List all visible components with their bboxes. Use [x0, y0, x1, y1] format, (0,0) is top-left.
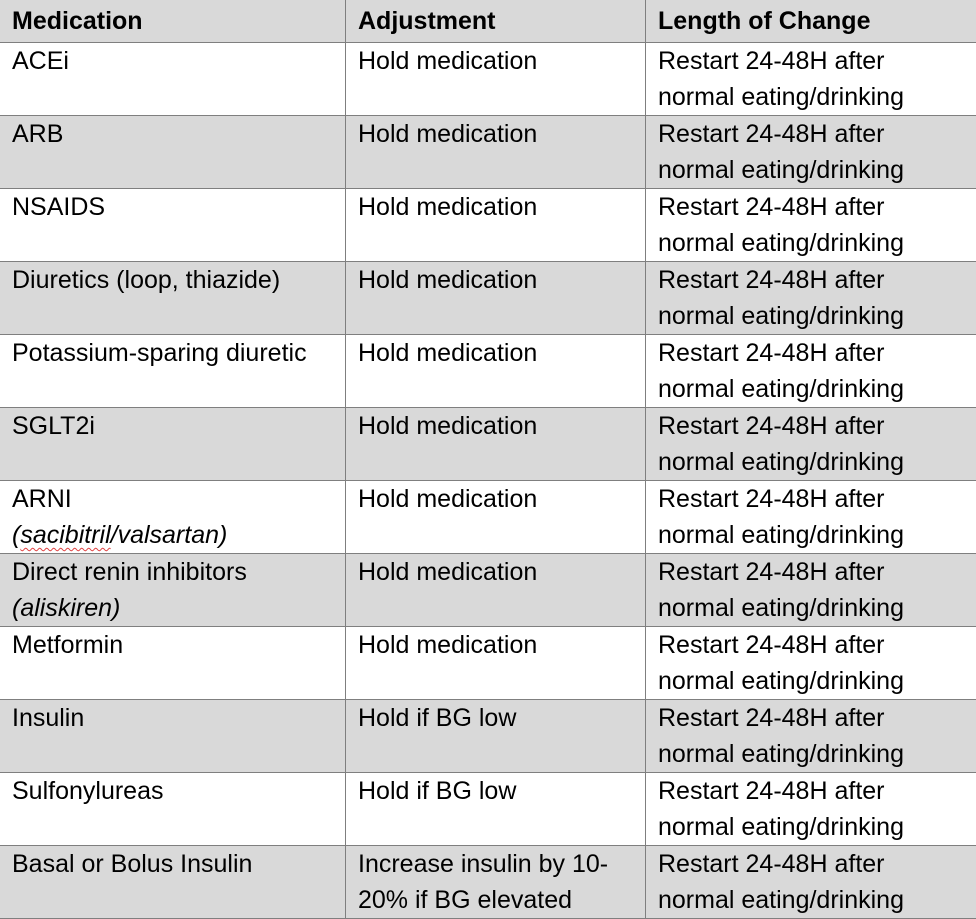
adjustment-cell: [346, 43, 646, 116]
table-row: [0, 700, 976, 773]
adjustment-cell: [346, 481, 646, 554]
adjustment-cell: [346, 262, 646, 335]
table-row: [0, 408, 976, 481]
table-row: [0, 262, 976, 335]
length-of-change-cell: [646, 773, 976, 846]
length-of-change-text: Restart 24-48H after: [658, 773, 976, 809]
medication-name: Sulfonylureas: [12, 773, 345, 809]
length-of-change-text: normal eating/drinking: [658, 663, 976, 699]
adjustment-cell: [346, 189, 646, 262]
adjustment-text: Hold medication: [358, 554, 645, 590]
length-of-change-cell: [646, 554, 976, 627]
length-of-change-cell: [646, 116, 976, 189]
length-of-change-cell: [646, 189, 976, 262]
adjustment-text: 20% if BG elevated: [358, 882, 645, 918]
adjustment-text: Hold medication: [358, 335, 645, 371]
adjustment-cell: [346, 700, 646, 773]
length-of-change-cell: [646, 335, 976, 408]
table-row: [0, 481, 976, 554]
length-of-change-text: Restart 24-48H after: [658, 262, 976, 298]
adjustment-text: Hold medication: [358, 481, 645, 517]
length-of-change-cell: [646, 262, 976, 335]
length-of-change-text: Restart 24-48H after: [658, 189, 976, 225]
medication-cell: [0, 773, 346, 846]
table-row: [0, 116, 976, 189]
medication-cell: [0, 627, 346, 700]
medication-name: Metformin: [12, 627, 345, 663]
adjustment-cell: [346, 408, 646, 481]
medication-name: ARNI: [12, 481, 345, 517]
adjustment-cell: [346, 116, 646, 189]
adjustment-text: Hold medication: [358, 408, 645, 444]
length-of-change-text: Restart 24-48H after: [658, 481, 976, 517]
medication-cell: [0, 189, 346, 262]
medication-cell: [0, 481, 346, 554]
length-of-change-text: Restart 24-48H after: [658, 700, 976, 736]
table-row: [0, 189, 976, 262]
table-body: [0, 43, 976, 919]
adjustment-text: Hold medication: [358, 189, 645, 225]
medication-name: SGLT2i: [12, 408, 345, 444]
column-header-adjustment: Adjustment: [346, 0, 646, 43]
adjustment-text: Hold medication: [358, 262, 645, 298]
length-of-change-cell: [646, 481, 976, 554]
adjustment-text: Hold medication: [358, 43, 645, 79]
length-of-change-text: normal eating/drinking: [658, 736, 976, 772]
length-of-change-text: normal eating/drinking: [658, 225, 976, 261]
medication-cell: [0, 846, 346, 919]
length-of-change-cell: [646, 408, 976, 481]
medication-name: ACEi: [12, 43, 345, 79]
length-of-change-text: normal eating/drinking: [658, 152, 976, 188]
length-of-change-text: normal eating/drinking: [658, 590, 976, 626]
length-of-change-text: Restart 24-48H after: [658, 43, 976, 79]
length-of-change-cell: [646, 700, 976, 773]
length-of-change-text: Restart 24-48H after: [658, 408, 976, 444]
length-of-change-text: normal eating/drinking: [658, 882, 976, 918]
table-row: [0, 554, 976, 627]
table-row: [0, 43, 976, 116]
adjustment-text: Hold if BG low: [358, 700, 645, 736]
length-of-change-text: normal eating/drinking: [658, 517, 976, 553]
medication-cell: [0, 116, 346, 189]
medication-name: Potassium-sparing diuretic: [12, 335, 345, 371]
medication-name: Insulin: [12, 700, 345, 736]
medication-name: ARB: [12, 116, 345, 152]
medication-generic-name: (sacibitril/valsartan): [12, 517, 345, 553]
medication-name: NSAIDS: [12, 189, 345, 225]
adjustment-text: Hold medication: [358, 116, 645, 152]
length-of-change-text: Restart 24-48H after: [658, 554, 976, 590]
length-of-change-text: normal eating/drinking: [658, 809, 976, 845]
medication-cell: [0, 262, 346, 335]
table-row: [0, 773, 976, 846]
length-of-change-text: Restart 24-48H after: [658, 116, 976, 152]
adjustment-text: Hold if BG low: [358, 773, 645, 809]
length-of-change-cell: [646, 43, 976, 116]
adjustment-cell: [346, 627, 646, 700]
length-of-change-cell: [646, 627, 976, 700]
length-of-change-text: normal eating/drinking: [658, 444, 976, 480]
medication-cell: [0, 700, 346, 773]
length-of-change-text: normal eating/drinking: [658, 371, 976, 407]
adjustment-cell: [346, 335, 646, 408]
medication-name: Direct renin inhibitors: [12, 554, 345, 590]
table-row: [0, 846, 976, 919]
medication-cell: [0, 43, 346, 116]
table-row: [0, 627, 976, 700]
length-of-change-text: Restart 24-48H after: [658, 846, 976, 882]
length-of-change-text: Restart 24-48H after: [658, 627, 976, 663]
adjustment-text: Increase insulin by 10-: [358, 846, 645, 882]
medication-generic-name: (aliskiren): [12, 590, 345, 626]
medication-cell: [0, 554, 346, 627]
table-row: [0, 335, 976, 408]
column-header-medication: Medication: [0, 0, 346, 43]
length-of-change-text: normal eating/drinking: [658, 298, 976, 334]
adjustment-text: Hold medication: [358, 627, 645, 663]
medication-cell: [0, 335, 346, 408]
length-of-change-cell: [646, 846, 976, 919]
medication-name: Diuretics (loop, thiazide): [12, 262, 345, 298]
length-of-change-text: Restart 24-48H after: [658, 335, 976, 371]
column-header-length-of-change: Length of Change: [646, 0, 976, 43]
medication-name: Basal or Bolus Insulin: [12, 846, 345, 882]
adjustment-cell: [346, 846, 646, 919]
length-of-change-text: normal eating/drinking: [658, 79, 976, 115]
medication-cell: [0, 408, 346, 481]
adjustment-cell: [346, 554, 646, 627]
spellcheck-underline: sacibitril: [20, 521, 110, 549]
adjustment-cell: [346, 773, 646, 846]
table-header-row: [0, 0, 976, 43]
